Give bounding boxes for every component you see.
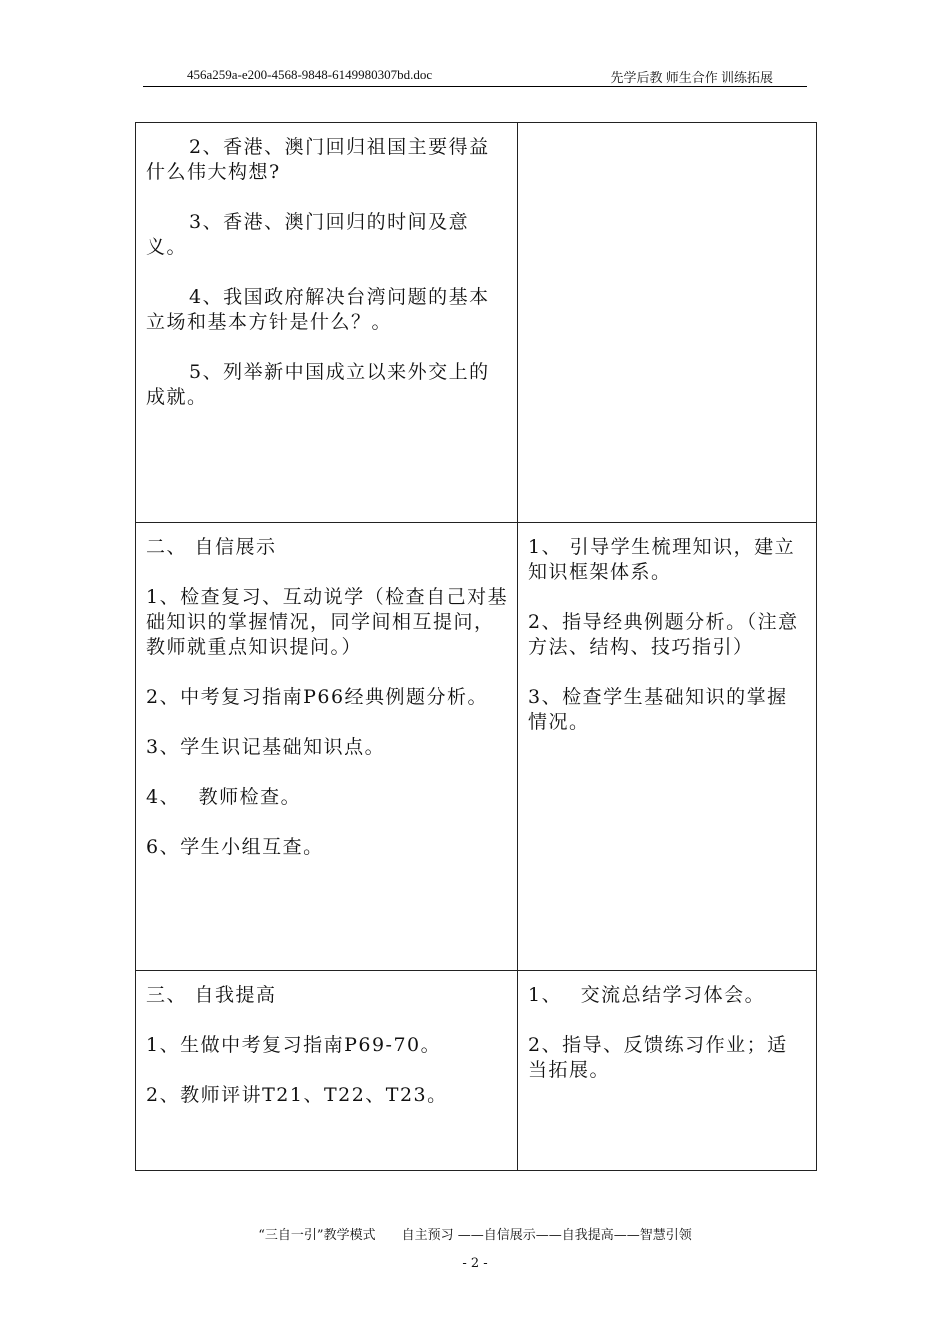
- teacher-guidance-cell: [518, 123, 817, 523]
- teacher-guidance-cell: [518, 523, 817, 971]
- list-item: 2、指导、反馈练习作业；适当拓展。: [528, 1034, 788, 1081]
- question-item: 5、列举新中国成立以来外交上的成就。: [146, 361, 490, 408]
- page-number: - 2 -: [462, 1256, 488, 1271]
- table-row: [136, 523, 817, 971]
- student-activity-cell: [136, 971, 518, 1171]
- table-row: [136, 971, 817, 1171]
- list-item: 1、生做中考复习指南P69-70。: [146, 1034, 442, 1056]
- list-item: 3、学生识记基础知识点。: [146, 736, 386, 758]
- list-item: 1、 交流总结学习体会。: [528, 984, 766, 1006]
- question-item: 3、香港、澳门回归的时间及意义。: [146, 211, 470, 258]
- section-heading: 三、 自我提高: [146, 984, 277, 1006]
- list-item: 2、中考复习指南P66经典例题分析。: [146, 686, 489, 708]
- list-item: 2、教师评讲T21、T22、T23。: [146, 1084, 448, 1106]
- document-filename: 456a259a-e200-4568-9848-6149980307bd.doc: [187, 67, 433, 82]
- list-item: 4、 教师检查。: [146, 786, 302, 808]
- list-item: 3、检查学生基础知识的掌握情况。: [528, 686, 788, 733]
- lesson-table: [135, 122, 817, 1171]
- table-row: [136, 123, 817, 523]
- section-heading: 二、 自信展示: [146, 536, 277, 558]
- student-activity-cell: [136, 123, 518, 523]
- list-item: 1、检查复习、互动说学（检查自己对基础知识的掌握情况，同学间相互提问，教师就重点知识提问。）: [146, 586, 509, 658]
- question-item: 4、我国政府解决台湾问题的基本立场和基本方针是什么？。: [146, 286, 490, 333]
- question-item: 2、香港、澳门回归祖国主要得益什么伟大构想?: [146, 136, 490, 183]
- page-footer: “三自一引”教学模式 自主预习 ——自信展示——自我提高——智慧引领: [258, 1228, 692, 1243]
- list-item: 6、学生小组互查。: [146, 836, 324, 858]
- page-header: [143, 62, 807, 87]
- header-motto: 先学后教 师生合作 训练拓展: [610, 70, 773, 85]
- student-activity-cell: [136, 523, 518, 971]
- list-item: 1、 引导学生梳理知识，建立知识框架体系。: [528, 536, 796, 583]
- list-item: 2、指导经典例题分析。（注意方法、结构、技巧指引）: [528, 611, 799, 658]
- teacher-guidance-cell: [518, 971, 817, 1171]
